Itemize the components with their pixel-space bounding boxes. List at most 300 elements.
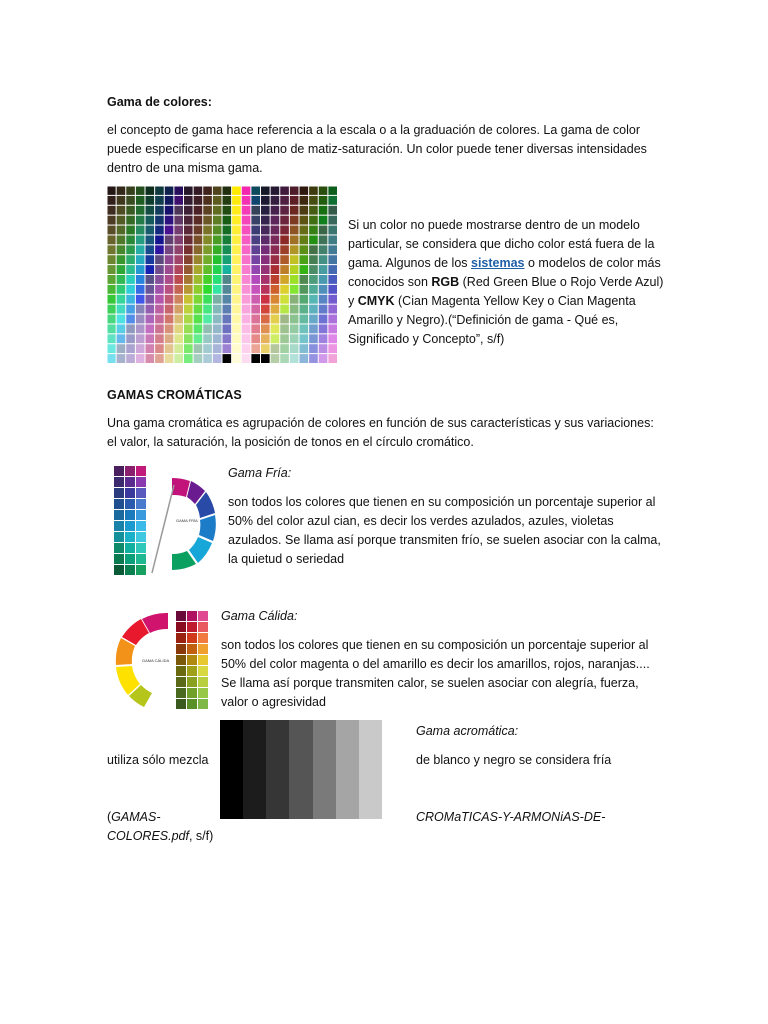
grid-swatch xyxy=(242,235,251,244)
side-line: Si un color no puede mostrarse dentro de un modelo xyxy=(348,218,640,232)
grid-swatch xyxy=(174,324,183,333)
gray-swatch xyxy=(220,720,243,819)
warm-swatch xyxy=(198,622,208,632)
grid-swatch xyxy=(271,334,280,343)
grid-swatch xyxy=(280,354,289,363)
grid-swatch xyxy=(300,196,309,205)
cold-swatch xyxy=(114,499,124,509)
grid-swatch xyxy=(213,275,222,284)
grid-swatch xyxy=(165,315,174,324)
grid-swatch xyxy=(290,354,299,363)
grid-swatch xyxy=(309,245,318,254)
grid-swatch xyxy=(271,235,280,244)
grid-swatch xyxy=(223,196,232,205)
grid-swatch xyxy=(319,354,328,363)
grid-swatch xyxy=(213,245,222,254)
grid-swatch xyxy=(242,186,251,195)
grid-swatch xyxy=(194,334,203,343)
grid-swatch xyxy=(203,354,212,363)
warm-swatch xyxy=(187,677,197,687)
grid-swatch xyxy=(107,186,116,195)
grid-swatch xyxy=(117,226,126,235)
grid-swatch xyxy=(319,324,328,333)
grid-swatch xyxy=(309,315,318,324)
section-title-gama: Gama de colores: xyxy=(107,95,212,109)
grid-swatch xyxy=(203,344,212,353)
grid-swatch xyxy=(300,265,309,274)
grid-swatch xyxy=(261,275,270,284)
grid-swatch xyxy=(184,295,193,304)
warm-swatch xyxy=(176,666,186,676)
grid-swatch xyxy=(126,295,135,304)
grid-swatch xyxy=(146,186,155,195)
grid-swatch xyxy=(117,206,126,215)
grid-swatch xyxy=(107,344,116,353)
side-line: conocidos son RGB (Red Green Blue o Rojo Verde Azul) xyxy=(348,275,664,289)
acromatica-right-text: de blanco y negro se considera fría xyxy=(416,753,612,767)
grid-swatch xyxy=(194,245,203,254)
grid-swatch xyxy=(328,235,337,244)
warm-swatch xyxy=(187,666,197,676)
gama-side-text xyxy=(348,216,668,349)
grid-swatch xyxy=(271,196,280,205)
grid-swatch xyxy=(136,245,145,254)
grid-swatch xyxy=(117,196,126,205)
grid-swatch xyxy=(117,285,126,294)
grid-swatch xyxy=(271,186,280,195)
grid-swatch xyxy=(146,295,155,304)
section-title-gamas-cromaticas: GAMAS CROMÁTICAS xyxy=(107,388,242,402)
grid-swatch xyxy=(203,206,212,215)
cold-swatch xyxy=(136,510,146,520)
grid-swatch xyxy=(174,295,183,304)
grid-swatch xyxy=(174,354,183,363)
side-line: Amarillo y Negro).(“Definición de gama - Qué es, xyxy=(348,313,619,327)
grid-swatch xyxy=(126,226,135,235)
acromatica-citation-right: CROMaTICAS-Y-ARMONiAS-DE- xyxy=(416,810,606,824)
grid-swatch xyxy=(280,344,289,353)
cold-swatch xyxy=(136,521,146,531)
gama-fria-text xyxy=(228,493,688,569)
grid-swatch xyxy=(146,315,155,324)
cold-swatch xyxy=(125,510,135,520)
grid-swatch xyxy=(271,206,280,215)
grid-swatch xyxy=(155,206,164,215)
grid-swatch xyxy=(203,255,212,264)
grid-swatch xyxy=(242,354,251,363)
grid-swatch xyxy=(290,206,299,215)
grid-swatch xyxy=(126,186,135,195)
grid-swatch xyxy=(280,295,289,304)
grid-swatch xyxy=(300,206,309,215)
grid-swatch xyxy=(136,354,145,363)
grid-swatch xyxy=(242,245,251,254)
calida-line: son todos los colores que tienen en su composición un porcentaje superior al xyxy=(221,638,649,652)
grid-swatch xyxy=(328,275,337,284)
grid-swatch xyxy=(223,216,232,225)
cold-swatch xyxy=(114,521,124,531)
grid-swatch xyxy=(117,344,126,353)
grid-swatch xyxy=(232,235,241,244)
grid-swatch xyxy=(107,305,116,314)
grid-swatch xyxy=(261,216,270,225)
grid-swatch xyxy=(290,315,299,324)
grid-swatch xyxy=(203,235,212,244)
grid-swatch xyxy=(194,255,203,264)
grid-swatch xyxy=(328,206,337,215)
grid-swatch xyxy=(136,324,145,333)
gama-paragraph xyxy=(107,121,667,178)
grid-swatch xyxy=(280,186,289,195)
cold-swatch xyxy=(125,565,135,575)
grid-swatch xyxy=(213,344,222,353)
grid-swatch xyxy=(174,285,183,294)
grid-swatch xyxy=(126,206,135,215)
fria-line: son todos los colores que tienen en su composición un porcentaje superior al xyxy=(228,495,656,509)
grid-swatch xyxy=(328,196,337,205)
grid-swatch xyxy=(319,226,328,235)
cold-swatch xyxy=(125,488,135,498)
grid-swatch xyxy=(280,334,289,343)
grid-swatch xyxy=(117,235,126,244)
grid-swatch xyxy=(223,285,232,294)
grid-swatch xyxy=(194,206,203,215)
grid-swatch xyxy=(223,206,232,215)
grid-swatch xyxy=(309,334,318,343)
grid-swatch xyxy=(213,216,222,225)
grid-swatch xyxy=(242,285,251,294)
cold-swatch xyxy=(136,477,146,487)
grid-swatch xyxy=(328,324,337,333)
grid-swatch xyxy=(155,216,164,225)
grid-swatch xyxy=(107,315,116,324)
gama-paragraph-line: el concepto de gama hace referencia a la escala o a la graduación de colores. La gama de color xyxy=(107,123,640,137)
cold-swatch xyxy=(136,554,146,564)
grid-swatch xyxy=(155,324,164,333)
grid-swatch xyxy=(136,285,145,294)
grid-swatch xyxy=(290,226,299,235)
grid-swatch xyxy=(271,285,280,294)
grid-swatch xyxy=(280,265,289,274)
grid-swatch xyxy=(213,354,222,363)
grid-swatch xyxy=(194,235,203,244)
grid-swatch xyxy=(146,255,155,264)
warm-swatch xyxy=(198,699,208,709)
grid-swatch xyxy=(261,315,270,324)
grid-swatch xyxy=(271,216,280,225)
grid-swatch xyxy=(328,295,337,304)
grid-swatch xyxy=(242,255,251,264)
grid-swatch xyxy=(223,324,232,333)
grid-swatch xyxy=(117,305,126,314)
acromatica-citation: (GAMAS- COLORES.pdf, s/f) xyxy=(107,810,214,843)
grid-swatch xyxy=(300,305,309,314)
grid-swatch xyxy=(203,295,212,304)
grid-swatch xyxy=(251,255,260,264)
grid-swatch xyxy=(309,216,318,225)
grid-swatch xyxy=(155,186,164,195)
grid-swatch xyxy=(251,226,260,235)
gray-swatch xyxy=(336,720,359,819)
grid-swatch xyxy=(203,305,212,314)
warm-swatch xyxy=(198,611,208,621)
grid-swatch xyxy=(309,324,318,333)
grid-swatch xyxy=(261,186,270,195)
grid-swatch xyxy=(319,265,328,274)
gama-fria-label: Gama Fría: xyxy=(228,466,292,480)
grid-swatch xyxy=(242,265,251,274)
gama-calida-text xyxy=(221,636,691,712)
grid-swatch xyxy=(107,196,116,205)
grid-swatch xyxy=(184,216,193,225)
grid-swatch xyxy=(300,245,309,254)
grid-swatch xyxy=(146,305,155,314)
warm-swatch xyxy=(198,677,208,687)
grid-swatch xyxy=(146,354,155,363)
grid-swatch xyxy=(184,334,193,343)
grid-swatch xyxy=(232,285,241,294)
grid-swatch xyxy=(146,285,155,294)
grid-swatch xyxy=(309,275,318,284)
grid-swatch xyxy=(290,186,299,195)
grid-swatch xyxy=(107,324,116,333)
grid-swatch xyxy=(232,324,241,333)
grid-swatch xyxy=(203,226,212,235)
gama-calida-label: Gama Cálida: xyxy=(221,609,298,623)
grid-swatch xyxy=(203,216,212,225)
grid-swatch xyxy=(213,334,222,343)
grid-swatch xyxy=(203,186,212,195)
grid-swatch xyxy=(213,305,222,314)
cold-swatch xyxy=(125,532,135,542)
grid-swatch xyxy=(242,206,251,215)
cold-swatch xyxy=(114,488,124,498)
grid-swatch xyxy=(242,295,251,304)
gray-swatch xyxy=(289,720,312,819)
grid-swatch xyxy=(319,315,328,324)
grid-swatch xyxy=(146,235,155,244)
cold-swatch xyxy=(136,532,146,542)
cold-swatch xyxy=(136,499,146,509)
grid-swatch xyxy=(165,285,174,294)
grid-swatch xyxy=(155,255,164,264)
grid-swatch xyxy=(146,245,155,254)
grid-swatch xyxy=(232,295,241,304)
grid-swatch xyxy=(271,275,280,284)
calida-line: 50% del color magenta o del amarillo es decir los amarillos, rojos, naranjas.... xyxy=(221,657,650,671)
grid-swatch xyxy=(328,354,337,363)
sistemas-link[interactable]: sistemas xyxy=(471,256,525,270)
grid-swatch xyxy=(107,285,116,294)
grid-swatch xyxy=(203,315,212,324)
grid-swatch xyxy=(155,344,164,353)
grid-swatch xyxy=(174,265,183,274)
grid-swatch xyxy=(280,216,289,225)
grid-swatch xyxy=(155,235,164,244)
grid-swatch xyxy=(280,255,289,264)
grid-swatch xyxy=(242,275,251,284)
grid-swatch xyxy=(165,245,174,254)
grid-swatch xyxy=(126,285,135,294)
grid-swatch xyxy=(232,334,241,343)
grid-swatch xyxy=(319,235,328,244)
grid-swatch xyxy=(251,186,260,195)
warm-swatch xyxy=(198,688,208,698)
grid-swatch xyxy=(203,275,212,284)
grid-swatch xyxy=(261,226,270,235)
cromaticas-paragraph xyxy=(107,414,667,452)
grid-swatch xyxy=(290,285,299,294)
cold-swatch xyxy=(136,466,146,476)
grid-swatch xyxy=(184,285,193,294)
grid-swatch xyxy=(184,255,193,264)
grid-swatch xyxy=(261,255,270,264)
grid-swatch xyxy=(261,344,270,353)
grid-swatch xyxy=(136,226,145,235)
grid-swatch xyxy=(223,235,232,244)
grid-swatch xyxy=(300,315,309,324)
grid-swatch xyxy=(328,245,337,254)
grid-swatch xyxy=(184,344,193,353)
grid-swatch xyxy=(165,235,174,244)
grid-swatch xyxy=(300,226,309,235)
grid-swatch xyxy=(165,295,174,304)
grid-swatch xyxy=(300,186,309,195)
grid-swatch xyxy=(146,196,155,205)
grid-swatch xyxy=(155,295,164,304)
gray-swatch xyxy=(266,720,289,819)
grid-swatch xyxy=(126,334,135,343)
gray-swatch xyxy=(359,720,382,819)
grid-swatch xyxy=(146,275,155,284)
grid-swatch xyxy=(213,265,222,274)
grid-swatch xyxy=(174,245,183,254)
grid-swatch xyxy=(146,265,155,274)
warm-swatch xyxy=(176,699,186,709)
grid-swatch xyxy=(319,216,328,225)
grid-swatch xyxy=(242,344,251,353)
cold-swatch xyxy=(125,477,135,487)
grid-swatch xyxy=(146,324,155,333)
warm-swatch xyxy=(176,611,186,621)
grid-swatch xyxy=(194,315,203,324)
grid-swatch xyxy=(155,315,164,324)
grid-swatch xyxy=(136,344,145,353)
grid-swatch xyxy=(280,235,289,244)
grid-swatch xyxy=(280,206,289,215)
grid-swatch xyxy=(309,255,318,264)
grid-swatch xyxy=(174,235,183,244)
grid-swatch xyxy=(261,206,270,215)
grid-swatch xyxy=(242,196,251,205)
grid-swatch xyxy=(165,255,174,264)
cold-swatch xyxy=(125,499,135,509)
grid-swatch xyxy=(261,196,270,205)
warm-swatch xyxy=(176,655,186,665)
grid-swatch xyxy=(165,265,174,274)
grid-swatch xyxy=(271,305,280,314)
grid-swatch xyxy=(107,334,116,343)
grid-swatch xyxy=(184,206,193,215)
grid-swatch xyxy=(223,186,232,195)
gama-fria-wheel-label: GAMA FRÍA xyxy=(176,518,198,523)
fria-line: la quietud o seriedad xyxy=(228,552,345,566)
grid-swatch xyxy=(126,305,135,314)
grid-swatch xyxy=(203,265,212,274)
grid-swatch xyxy=(271,324,280,333)
grid-swatch xyxy=(319,285,328,294)
grid-swatch xyxy=(174,196,183,205)
grid-swatch xyxy=(184,265,193,274)
grid-swatch xyxy=(203,334,212,343)
grid-swatch xyxy=(309,186,318,195)
grid-swatch xyxy=(174,226,183,235)
grid-swatch xyxy=(300,285,309,294)
grid-swatch xyxy=(107,265,116,274)
grid-swatch xyxy=(136,334,145,343)
grid-swatch xyxy=(280,245,289,254)
warm-swatch xyxy=(187,699,197,709)
grid-swatch xyxy=(136,196,145,205)
grid-swatch xyxy=(184,226,193,235)
grid-swatch xyxy=(117,245,126,254)
cold-swatch xyxy=(125,543,135,553)
grid-swatch xyxy=(126,216,135,225)
grid-swatch xyxy=(319,255,328,264)
grid-swatch xyxy=(174,275,183,284)
grid-swatch xyxy=(290,255,299,264)
grid-swatch xyxy=(213,255,222,264)
grid-swatch xyxy=(251,216,260,225)
grid-swatch xyxy=(232,206,241,215)
grid-swatch xyxy=(300,344,309,353)
grid-swatch xyxy=(261,235,270,244)
warm-swatch xyxy=(187,611,197,621)
warm-swatch xyxy=(176,622,186,632)
gray-swatch xyxy=(313,720,336,819)
grid-swatch xyxy=(261,334,270,343)
grid-swatch xyxy=(165,196,174,205)
grid-swatch xyxy=(126,354,135,363)
grid-swatch xyxy=(242,334,251,343)
cromaticas-line: Una gama cromática es agrupación de colores en función de sus características y sus variaciones: xyxy=(107,416,654,430)
cold-swatch xyxy=(114,532,124,542)
grid-swatch xyxy=(213,324,222,333)
grid-swatch xyxy=(300,324,309,333)
grid-swatch xyxy=(261,245,270,254)
grid-swatch xyxy=(319,275,328,284)
grid-swatch xyxy=(319,186,328,195)
grid-swatch xyxy=(328,344,337,353)
grid-swatch xyxy=(117,354,126,363)
grid-swatch xyxy=(194,196,203,205)
grid-swatch xyxy=(213,186,222,195)
grid-swatch xyxy=(223,344,232,353)
grid-swatch xyxy=(117,334,126,343)
grid-swatch xyxy=(117,275,126,284)
grid-swatch xyxy=(194,265,203,274)
cold-swatch xyxy=(125,554,135,564)
grid-swatch xyxy=(223,245,232,254)
grid-swatch xyxy=(242,216,251,225)
grid-swatch xyxy=(300,235,309,244)
grid-swatch xyxy=(328,216,337,225)
grid-swatch xyxy=(146,216,155,225)
grid-swatch xyxy=(251,285,260,294)
grid-swatch xyxy=(232,186,241,195)
grid-swatch xyxy=(117,295,126,304)
side-line: particular, se considera que dicho color está fuera de la xyxy=(348,237,655,251)
